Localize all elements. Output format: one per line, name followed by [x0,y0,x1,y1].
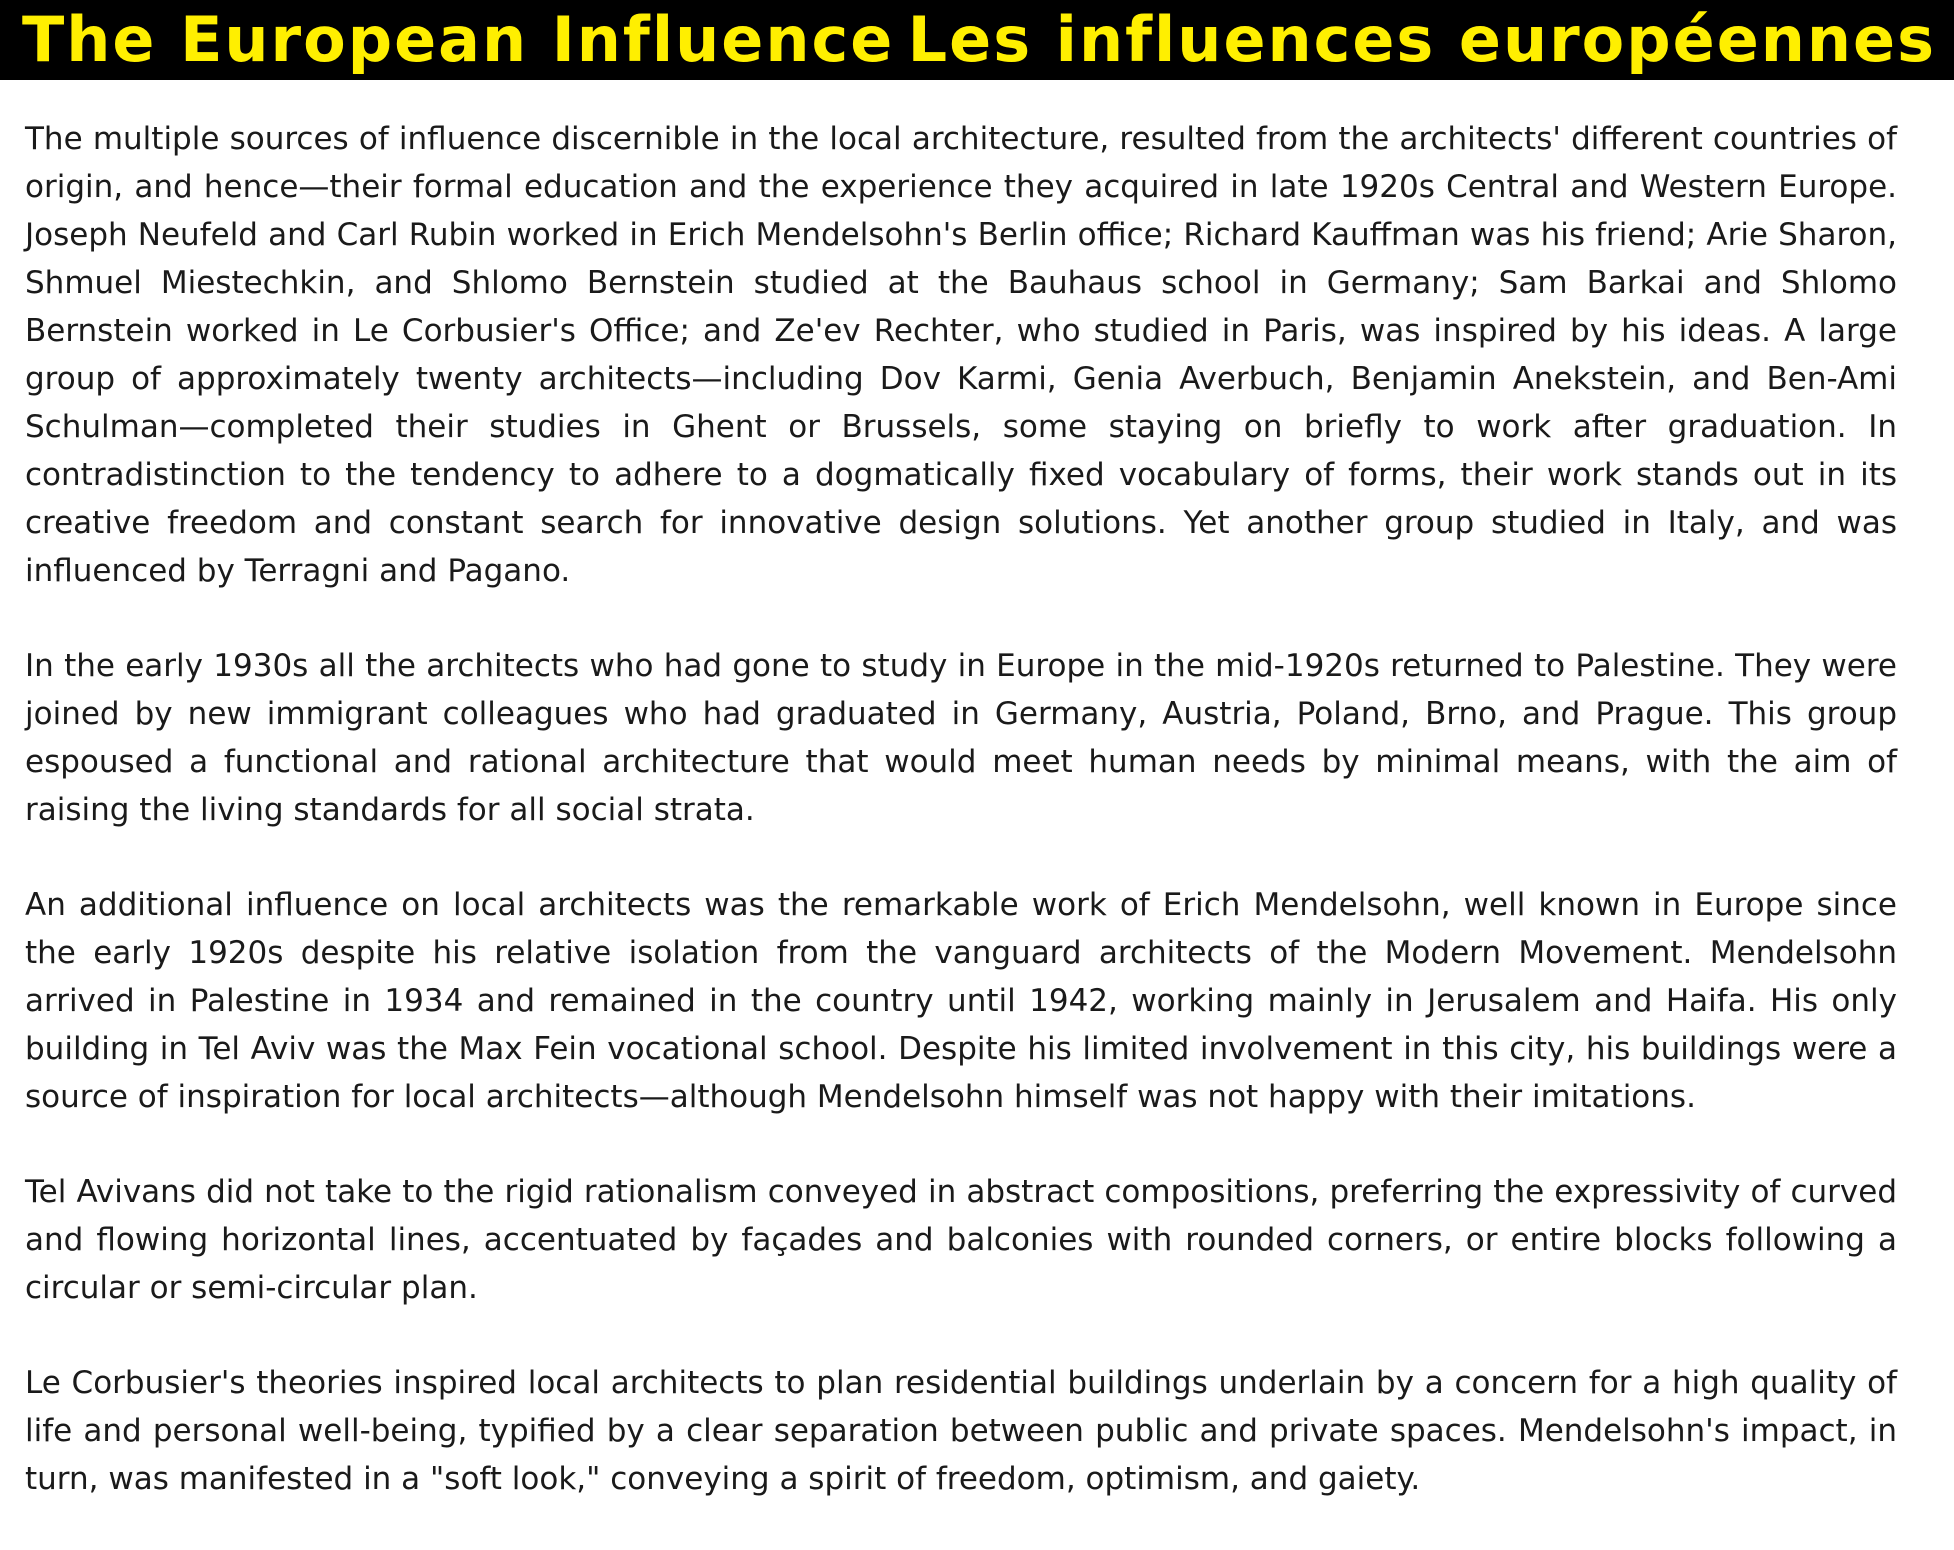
header-bar [0,0,1954,80]
title-french: Les influences européennes [907,3,1936,76]
body-text [25,115,1897,1550]
paragraph-3: An additional influence on local architects was the remarkable work of Erich Mendelsohn, well known in Europe since the early 1920s despite his relative isolation from the vanguard architects of the Modern Movement. Mendelsohn arrived in Palestine in 1934 and remained in the country until 1942, working mainly in Jerusalem and Haifa. His only building in Tel Aviv was the Max Fein vocational school. Despite his limited involvement in this city, his buildings were a source of inspiration for local architects—although Mendelsohn himself was not happy with their imitations. [25,887,1897,1115]
paragraph-1: The multiple sources of influence discernible in the local architecture, resulted from the architects' different countries of origin, and hence—their formal education and the experience they acquired in late 1920s Central and Western Europe. Joseph Neufeld and Carl Rubin worked in Erich Mendelsohn's Berlin office; Richard Kauffman was his friend; Arie Sharon, Shmuel Miestechkin, and Shlomo Bernstein studied at the Bauhaus school in Germany; Sam Barkai and Shlomo Bernstein worked in Le Corbusier's Office; and Ze'ev Rechter, who studied in Paris, was inspired by his ideas. A large group of approximately twenty architects—including Dov Karmi, Genia Averbuch, Benjamin Anekstein, and Ben-Ami Schulman—completed their studies in Ghent or Brussels, some staying on briefly to work after graduation. In contradistinction to the tendency to adhere to a dogmatically fixed vocabulary of forms, their work stands out in its creative freedom and constant search for innovative design solutions. Yet another group studied in Italy, and was influenced by Terragni and Pagano. [25,121,1897,589]
title-english: The European Influence [22,3,895,76]
paragraph-2: In the early 1930s all the architects who had gone to study in Europe in the mid-1920s returned to Palestine. They were joined by new immigrant colleagues who had graduated in Germany, Austria, Poland, Brno, and Prague. This group espoused a functional and rational architecture that would meet human needs by minimal means, with the aim of raising the living standards for all social strata. [25,648,1897,828]
paragraph-4: Tel Avivans did not take to the rigid rationalism conveyed in abstract compositions, preferring the expressivity of curved and flowing horizontal lines, accentuated by façades and balconies with rounded corners, or entire blocks following a circular or semi-circular plan. [25,1174,1897,1306]
paragraph-5: Le Corbusier's theories inspired local architects to plan residential buildings underlain by a concern for a high quality of life and personal well-being, typified by a clear separation between public and private spaces. Mendelsohn's impact, in turn, was manifested in a "soft look," conveying a spirit of freedom, optimism, and gaiety. [25,1365,1897,1497]
